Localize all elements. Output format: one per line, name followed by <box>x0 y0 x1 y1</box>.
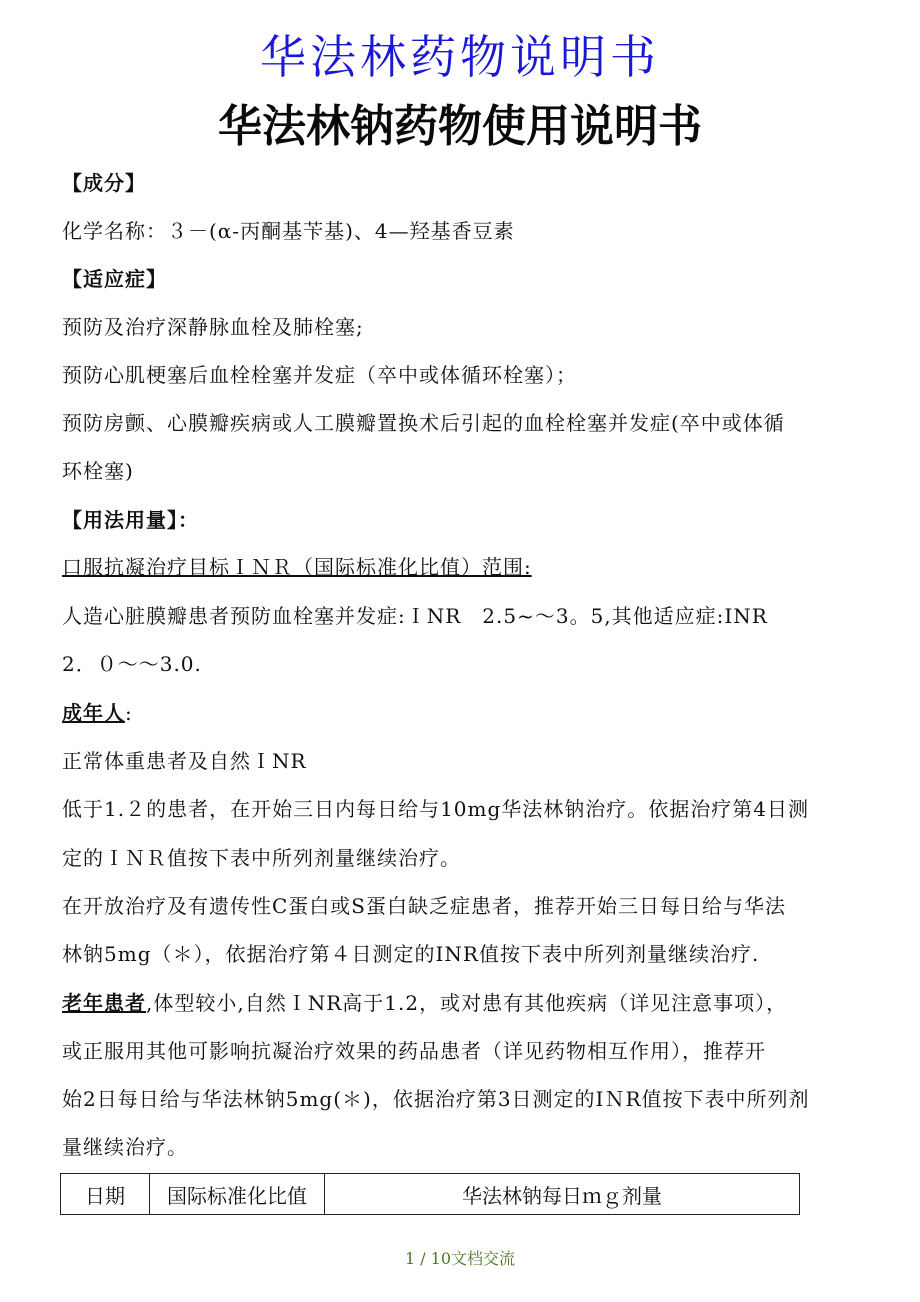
adult-line-2: 低于1.２的患者，在开始三日内每日给与10mg华法林钠治疗。依据治疗第4日测 <box>62 797 810 821</box>
adult-line-5: 林钠5mg（＊），依据治疗第４日测定的INR值按下表中所列剂量继续治疗. <box>62 942 760 966</box>
elderly-line-3: 始2日每日给与华法林钠5mg(＊)，依据治疗第3日测定的IＮR值按下表中所列剂 <box>62 1087 810 1111</box>
composition-heading: 【成分】 <box>62 171 146 195</box>
adult-heading-colon: : <box>125 701 133 725</box>
table-header-inr: 国际标准化比值 <box>150 1174 325 1215</box>
composition-text: 化学名称：３－(α-丙酮基苄基)、4—羟基香豆素 <box>62 219 515 243</box>
indication-item-3-line-2: 环栓塞) <box>62 459 134 483</box>
document-title: 华法林药物说明书 <box>260 30 660 84</box>
dosage-table <box>60 1173 800 1215</box>
table-header-date: 日期 <box>61 1174 150 1215</box>
adult-line-1: 正常体重患者及自然ＩNR <box>62 749 307 773</box>
inr-range-line-1: 人造心脏膜瓣患者预防血栓塞并发症:ＩNR 2.5~～3。5,其他适应症:INR <box>62 604 768 628</box>
elderly-line-4: 量继续治疗。 <box>62 1135 188 1159</box>
adult-heading-line <box>62 698 133 728</box>
elderly-line-2: 或正服用其他可影响抗凝治疗效果的药品患者（详见药物相互作用），推荐开 <box>62 1039 766 1063</box>
indication-heading: 【适应症】 <box>62 267 167 291</box>
indication-item-1: 预防及治疗深静脉血栓及肺栓塞; <box>62 315 364 339</box>
indication-item-3-line-1: 预防房颤、心膜瓣疾病或人工膜瓣置换术后引起的血栓栓塞并发症(卒中或体循 <box>62 411 785 435</box>
elderly-line-1 <box>62 988 787 1018</box>
adult-heading: 成年人 <box>62 701 125 725</box>
inr-range-title: 口服抗凝治疗目标ＩＮＲ（国际标准化比值）范围: <box>62 555 532 579</box>
elderly-heading: 老年患者 <box>62 991 146 1015</box>
adult-line-4: 在开放治疗及有遗传性C蛋白或S蛋白缺乏症患者，推荐开始三日每日给与华法 <box>62 894 787 918</box>
table-header-dose: 华法林钠每日ｍｇ剂量 <box>325 1174 800 1215</box>
dosage-heading: 【用法用量】： <box>62 508 199 532</box>
document-subtitle: 华法林钠药物使用说明书 <box>218 101 702 152</box>
indication-item-2: 预防心肌梗塞后血栓栓塞并发症（卒中或体循环栓塞）； <box>62 363 577 387</box>
elderly-line-1-text: ,体型较小,自然ＩNR高于1.2，或对患有其他疾病（详见注意事项）， <box>146 991 788 1015</box>
inr-range-line-2: 2．０～～3.0. <box>62 652 202 676</box>
table-header-row <box>61 1174 800 1215</box>
adult-line-3: 定的ＩＮＲ值按下表中所列剂量继续治疗。 <box>62 846 461 870</box>
page-footer: 1 / 10文档交流 <box>404 1249 516 1268</box>
